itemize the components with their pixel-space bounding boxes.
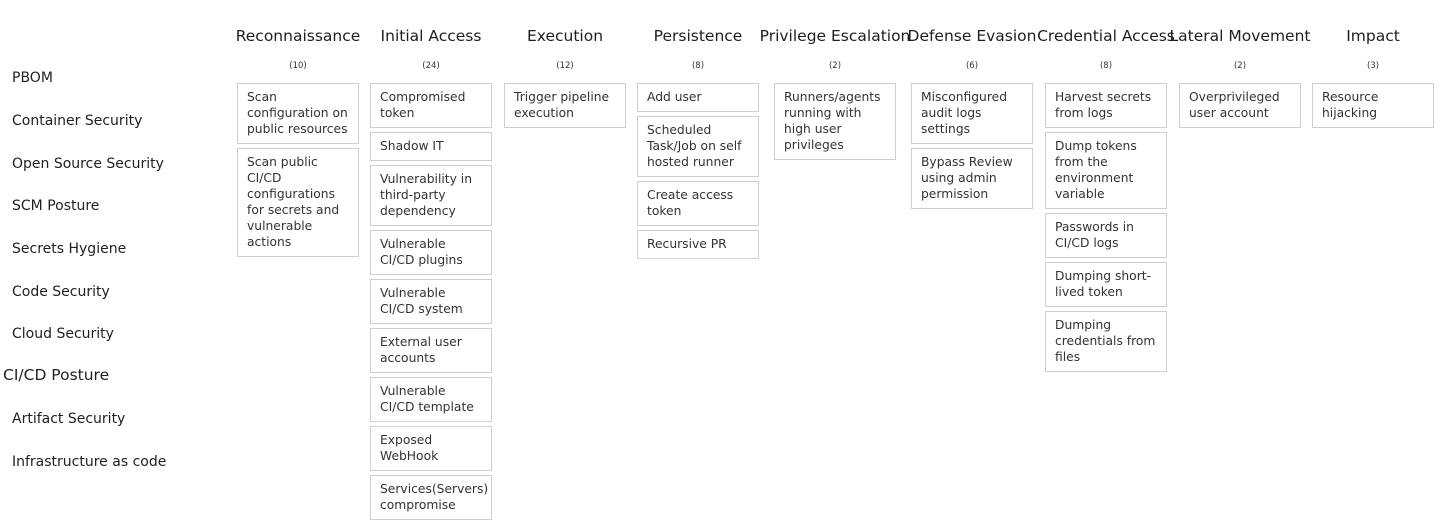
technique-card[interactable]: Vulnerable CI/CD template xyxy=(370,377,492,422)
tactic-count: (3) xyxy=(1366,61,1380,71)
sidebar-item-pbom[interactable]: PBOM xyxy=(12,70,53,86)
sidebar-item-artifact-security[interactable]: Artifact Security xyxy=(12,411,126,427)
technique-card[interactable]: Recursive PR xyxy=(637,230,759,259)
tactic-title: Persistence xyxy=(653,27,743,45)
tactic-title: Privilege Escalation xyxy=(759,27,911,45)
technique-list xyxy=(370,83,492,524)
sidebar-item-code-security[interactable]: Code Security xyxy=(12,284,110,300)
technique-card[interactable]: Misconfigured audit logs settings xyxy=(911,83,1033,144)
tactic-count: (2) xyxy=(1233,61,1247,71)
technique-card[interactable]: Dump tokens from the environment variable xyxy=(1045,132,1167,209)
tactic-count: (24) xyxy=(422,61,440,71)
technique-card[interactable]: Compromised token xyxy=(370,83,492,128)
technique-card[interactable]: Dumping credentials from files xyxy=(1045,311,1167,372)
sidebar-item-cicd-posture[interactable]: CI/CD Posture xyxy=(3,366,110,384)
tactic-count: (2) xyxy=(828,61,842,71)
technique-list xyxy=(1312,83,1434,132)
tactic-count: (8) xyxy=(691,61,705,71)
technique-list xyxy=(774,83,896,164)
technique-card[interactable]: Harvest secrets from logs xyxy=(1045,83,1167,128)
technique-list xyxy=(504,83,626,132)
sidebar xyxy=(0,0,230,527)
technique-card[interactable]: Services(Servers) compromise xyxy=(370,475,492,520)
tactic-count: (12) xyxy=(556,61,574,71)
technique-card[interactable]: Resource hijacking xyxy=(1312,83,1434,128)
technique-card[interactable]: Add user xyxy=(637,83,759,112)
tactic-title: Defense Evasion xyxy=(907,27,1037,45)
sidebar-item-open-source-security[interactable]: Open Source Security xyxy=(12,156,164,172)
technique-card[interactable]: Trigger pipeline execution xyxy=(504,83,626,128)
tactic-title: Lateral Movement xyxy=(1169,27,1311,45)
tactic-title: Initial Access xyxy=(380,27,482,45)
tactic-count: (8) xyxy=(1099,61,1113,71)
technique-card[interactable]: Create access token xyxy=(637,181,759,226)
tactic-count: (6) xyxy=(965,61,979,71)
technique-card[interactable]: Passwords in CI/CD logs xyxy=(1045,213,1167,258)
tactic-title: Impact xyxy=(1346,27,1400,45)
technique-card[interactable]: Dumping short-lived token xyxy=(1045,262,1167,307)
technique-card[interactable]: Vulnerable CI/CD plugins xyxy=(370,230,492,275)
sidebar-item-scm-posture[interactable]: SCM Posture xyxy=(12,198,100,214)
technique-card[interactable]: Scan configuration on public resources xyxy=(237,83,359,144)
technique-card[interactable]: Scan public CI/CD configurations for secrets and vulnerable actions xyxy=(237,148,359,257)
technique-list xyxy=(637,83,759,263)
technique-card[interactable]: Vulnerability in third-party dependency xyxy=(370,165,492,226)
tactic-count: (10) xyxy=(289,61,307,71)
technique-list xyxy=(1045,83,1167,376)
technique-card[interactable]: Bypass Review using admin permission xyxy=(911,148,1033,209)
sidebar-item-cloud-security[interactable]: Cloud Security xyxy=(12,326,114,342)
technique-list xyxy=(237,83,359,261)
tactic-title: Reconnaissance xyxy=(235,27,361,45)
sidebar-item-secrets-hygiene[interactable]: Secrets Hygiene xyxy=(12,241,127,257)
technique-card[interactable]: External user accounts xyxy=(370,328,492,373)
technique-card[interactable]: Vulnerable CI/CD system xyxy=(370,279,492,324)
sidebar-item-infrastructure-as-code[interactable]: Infrastructure as code xyxy=(12,454,167,470)
tactic-title: Execution xyxy=(526,27,604,45)
technique-card[interactable]: Exposed WebHook xyxy=(370,426,492,471)
technique-list xyxy=(1179,83,1301,132)
technique-card[interactable]: Scheduled Task/Job on self hosted runner xyxy=(637,116,759,177)
technique-card[interactable]: Shadow IT xyxy=(370,132,492,161)
tactic-title: Credential Access xyxy=(1037,27,1175,45)
sidebar-item-container-security[interactable]: Container Security xyxy=(12,113,143,129)
technique-list xyxy=(911,83,1033,213)
technique-card[interactable]: Runners/agents running with high user privileges xyxy=(774,83,896,160)
technique-card[interactable]: Overprivileged user account xyxy=(1179,83,1301,128)
